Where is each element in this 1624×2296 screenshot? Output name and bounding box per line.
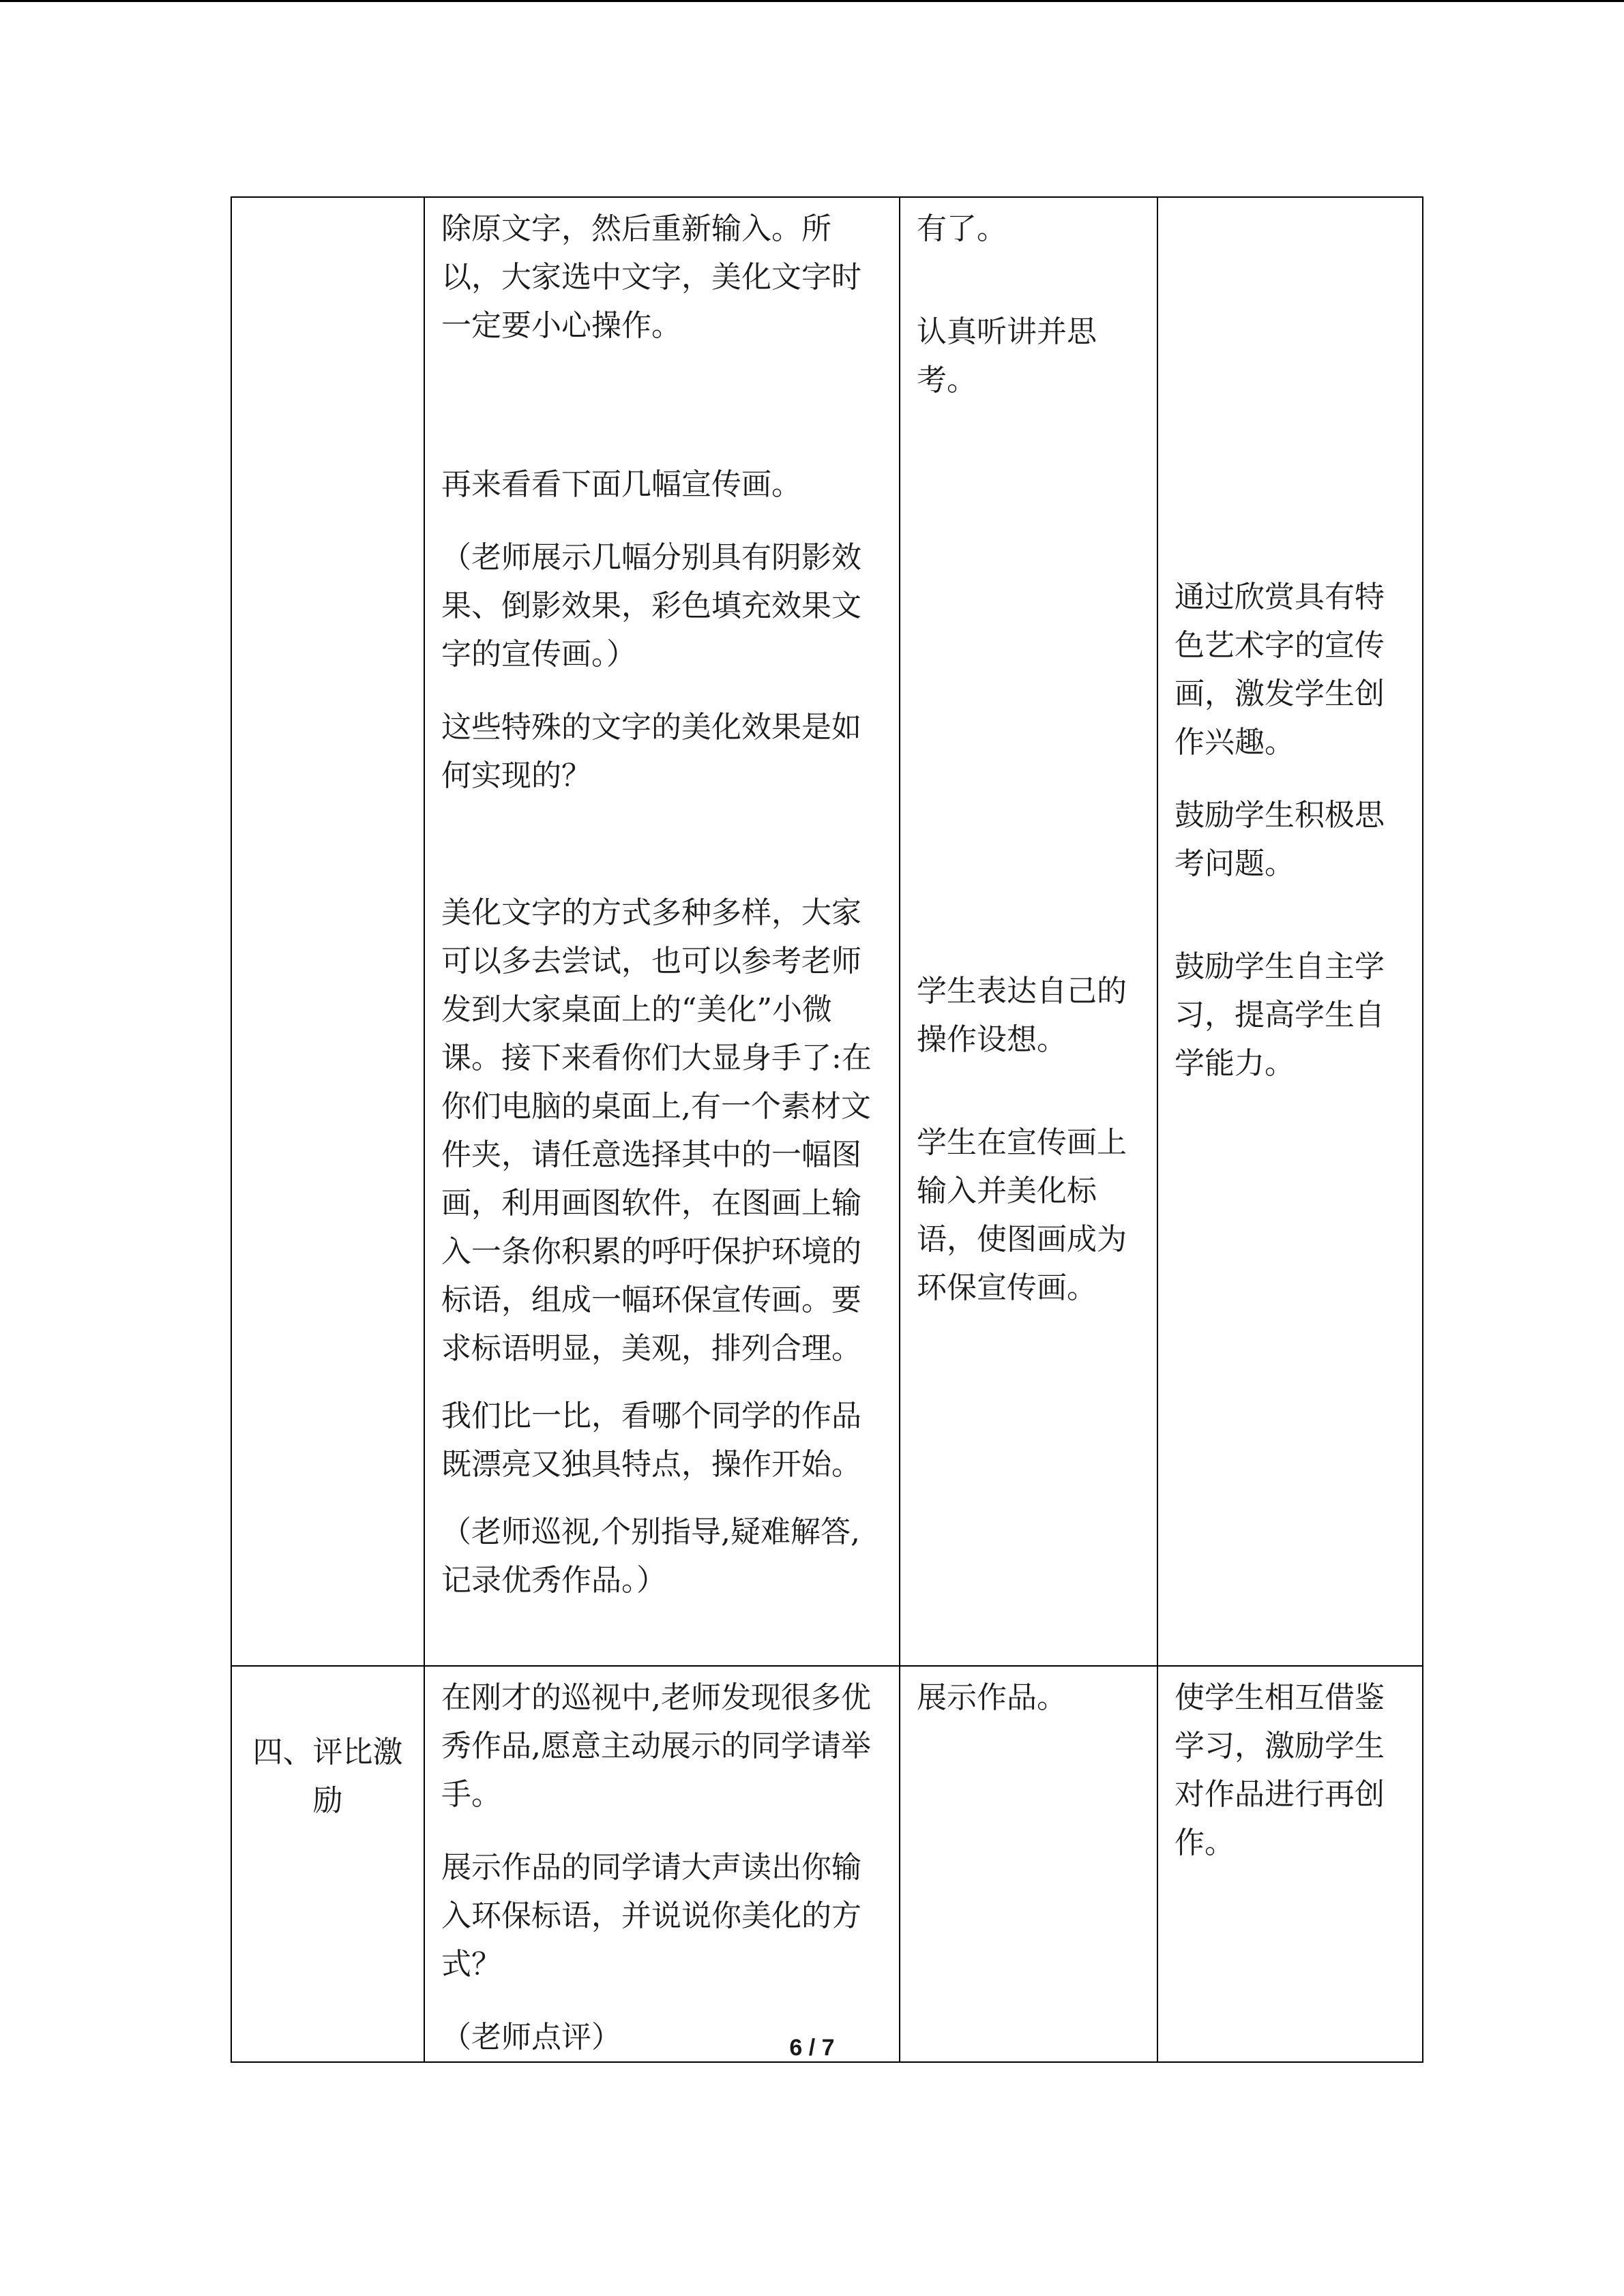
teacher-text: 再来看看下面几幅宣传画。	[441, 467, 801, 502]
page-top-edge	[0, 0, 1624, 2]
table-row	[231, 197, 1423, 1666]
student-text: 展示作品。	[917, 1680, 1067, 1715]
teacher-text: 在刚才的巡视中,老师发现很多优秀作品,愿意主动展示的同学请举手。	[441, 1680, 871, 1812]
page-number: 6 / 7	[789, 2035, 835, 2061]
teacher-text: （老师展示几幅分别具有阴影效果、倒影效果，彩色填充效果文字的宣传画。）	[441, 540, 861, 672]
lesson-plan-table	[231, 196, 1423, 2063]
intent-text: 鼓励学生积极思考问题。	[1175, 798, 1385, 881]
student-text: 学生在宣传画上输入并美化标语，使图画成为环保宣传画。	[917, 1125, 1127, 1305]
intent-text: 使学生相互借鉴学习，激励学生对作品进行再创作。	[1175, 1680, 1385, 1860]
table-row	[231, 1666, 1423, 2062]
student-text: 认真听讲并思考。	[917, 314, 1097, 398]
student-activity-cell	[900, 1666, 1157, 2062]
design-intent-cell	[1157, 197, 1423, 1666]
teacher-text: 除原文字，然后重新输入。所以，大家选中文字，美化文字时一定要小心操作。	[441, 211, 861, 343]
teacher-text: 美化文字的方式多种多样，大家可以多去尝试，也可以参考老师发到大家桌面上的“美化”小微课。接下来看你们大显身手了:在你们电脑的桌面上,有一个素材文件夹，请任意选择其中的一幅图画，利用画图软件，在图画上输入一条你积累的呼吁保护环境的标语，组成一幅环保宣传画。要求标语明显，美观，排列合理。	[441, 895, 872, 1366]
teacher-activity-cell	[424, 1666, 900, 2062]
teacher-text: （老师点评）	[441, 2020, 621, 2055]
teacher-activity-cell	[424, 197, 900, 1666]
intent-text: 通过欣赏具有特色艺术字的宣传画，激发学生创作兴趣。	[1175, 580, 1385, 760]
design-intent-cell	[1157, 1666, 1423, 2062]
intent-text: 鼓励学生自主学习，提高学生自学能力。	[1175, 949, 1385, 1081]
student-text: 有了。	[917, 211, 1007, 246]
student-activity-cell	[900, 197, 1157, 1666]
student-text: 学生表达自己的操作设想。	[917, 974, 1127, 1057]
stage-cell	[231, 197, 424, 1666]
teacher-text: （老师巡视,个别指导,疑难解答,记录优秀作品。）	[441, 1515, 860, 1598]
teacher-text: 这些特殊的文字的美化效果是如何实现的？	[441, 710, 861, 793]
stage-cell: 四、评比激励	[231, 1666, 424, 2062]
teacher-text: 展示作品的同学请大声读出你输入环保标语，并说说你美化的方式？	[441, 1850, 861, 1982]
teacher-text: 我们比一比，看哪个同学的作品既漂亮又独具特点，操作开始。	[441, 1399, 861, 1482]
